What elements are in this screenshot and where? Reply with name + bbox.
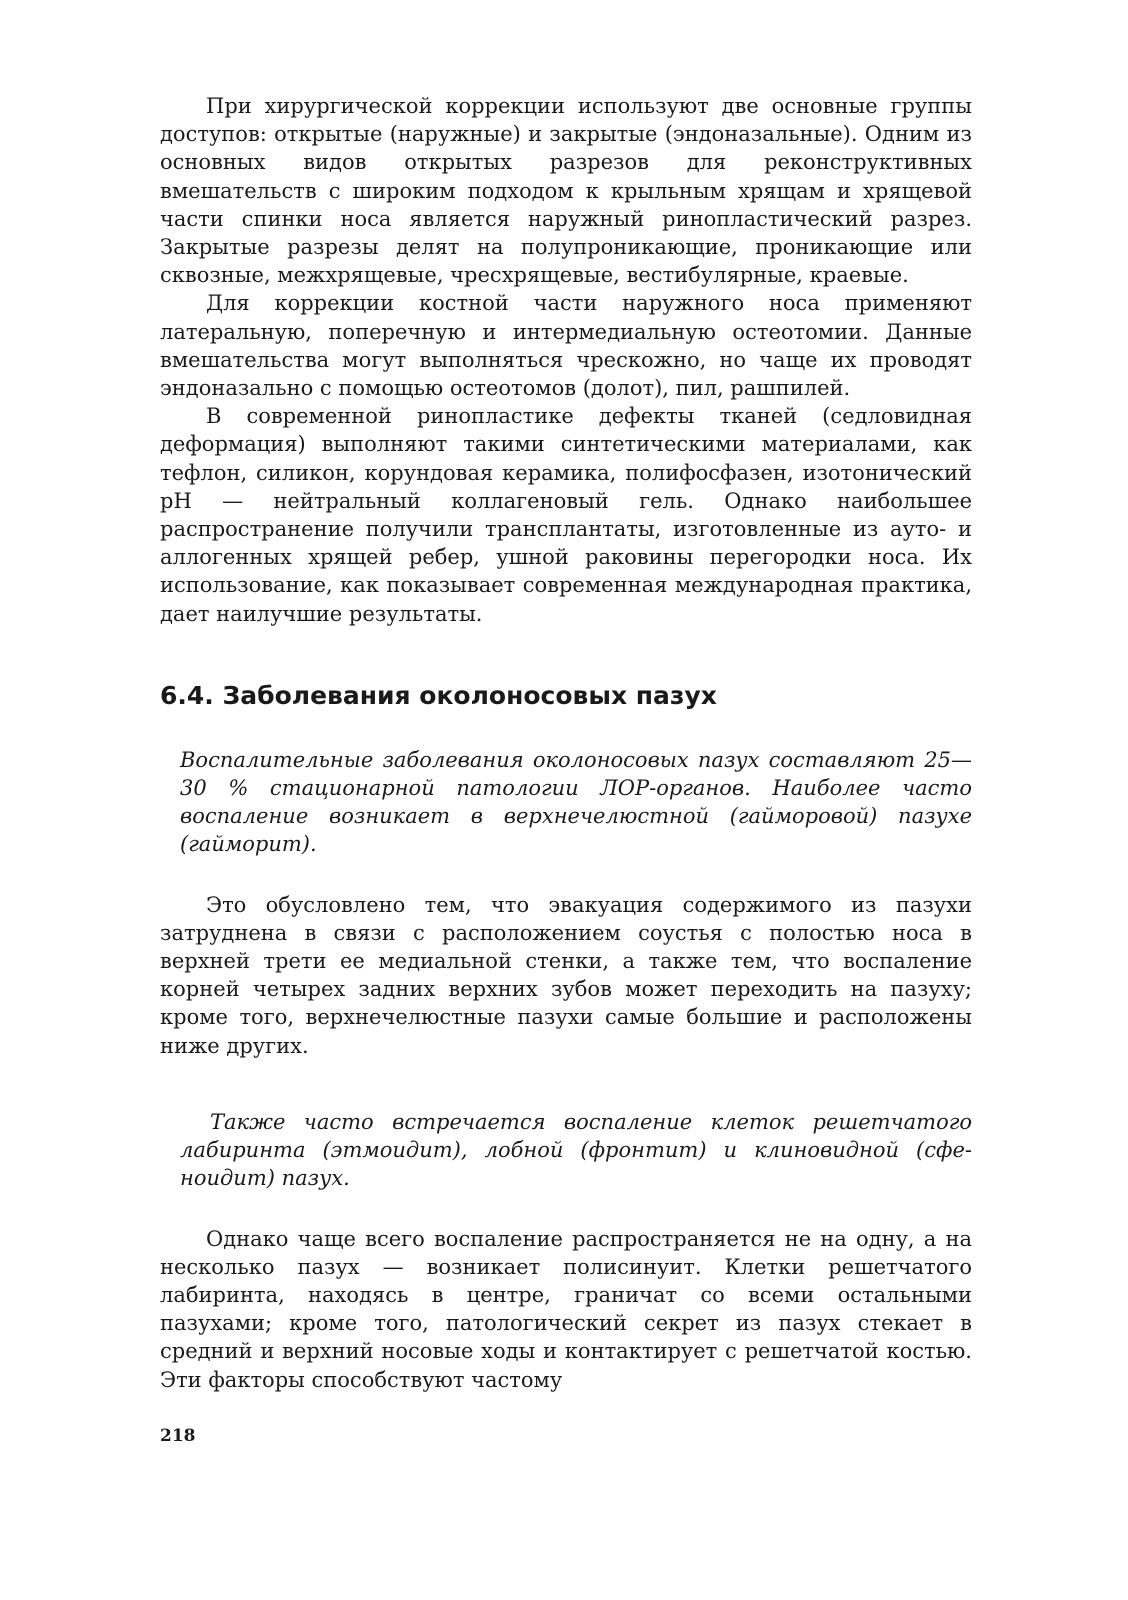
- page-body: [160, 92, 972, 1394]
- section-heading: [160, 680, 972, 712]
- italic-note-sinusitis-stats: Воспалительные заболевания околоносовых пазух составляют 25—30 % стационарной патологии ЛОР-органов. Наиболее часто воспаление возникает в верхнечелюстной (гайморовой) пазухе (гайморит).: [180, 747, 972, 857]
- paragraph-maxillary-reason: Это обусловлено тем, что эвакуация содержимого из пазухи затруднена в связи с расположением соустья с полостью носа в верхней трети ее медиальной стенки, а также тем, что воспаление корней четырех задних верхних зубов может переходить на пазуху; кроме того, верхнечелюстные пазухи самые большие и расположены ниже других.: [160, 892, 972, 1058]
- section-title: Заболевания околоносовых пазух: [222, 680, 717, 710]
- paragraph-rhinoplasty-materials: В современной ринопластике дефекты тканей (седловидная деформация) выполняют такими синтетическими материалами, как тефлон, силикон, корундовая керамика, полифосфазен, изотонический pH — нейтральный коллагеновый гель. Однако наибольшее распространение получили трансплантаты, изготовленные из ауто- и аллогенных хрящей ребер, ушной раковины перегородки носа. Их использование, как показывает современная международная практика, дает наилучшие результаты.: [160, 404, 972, 626]
- page-number: 218: [160, 1426, 196, 1446]
- paragraph-osteotomy: Для коррекции костной части наружного носа применяют латеральную, поперечную и интермедиальную остеотомии. Данные вмешательства могут выполняться чрескожно, но чаще их проводят эндоназально с помощью остеотомов (долот), пил, рашпилей.: [160, 291, 972, 401]
- paragraph-surgical-access: При хирургической коррекции используют две основные группы доступов: открытые (наружные) и закрытые (эндоназальные). Одним из основных видов открытых разрезов для реконструктивных вмешательств с широким подходом к крыльным хрящам и хрящевой части спинки носа является наружный ринопластический разрез. Закрытые разрезы делят на полупроникающие, проникающие или сквозные, межхрящевые, чресхрящевые, вестибулярные, краевые.: [160, 94, 972, 288]
- section-number: 6.4.: [160, 680, 214, 710]
- italic-note-other-sinuses: Также часто встречается воспаление клеток решетчатого лабиринта (этмоидит), лобной (фронтит) и клиновидной (сфеноидит) пазух.: [180, 1109, 972, 1191]
- paragraph-polysinusitis: Однако чаще всего воспаление распространяется не на одну, а на несколько пазух — возникает полисинуит. Клетки решетчатого лабиринта, находясь в центре, граничат со всеми остальными пазухами; кроме того, патологический секрет из пазух стекает в средний и верхний носовые ходы и контактирует с решетчатой костью. Эти факторы способствуют частому: [160, 1226, 972, 1392]
